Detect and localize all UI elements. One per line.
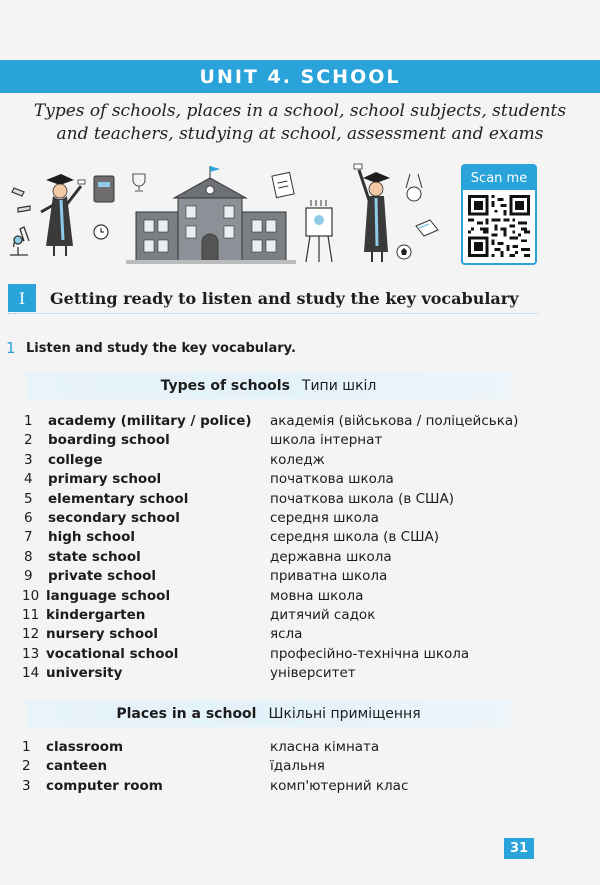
task-instruction bbox=[6, 339, 296, 357]
vocab-number: 7 bbox=[24, 529, 33, 546]
clock-icon bbox=[94, 225, 108, 239]
certificate-icon bbox=[272, 172, 294, 197]
football-icon bbox=[397, 245, 411, 259]
microscope-icon bbox=[10, 227, 29, 255]
vocab-word: state school bbox=[48, 548, 141, 565]
vocab-translation: середня школа bbox=[270, 509, 379, 526]
vocab-word: canteen bbox=[46, 758, 108, 775]
category-header-types-of-schools bbox=[26, 372, 511, 399]
category-title-ua: Шкільні приміщення bbox=[268, 705, 421, 722]
vocab-word: language school bbox=[46, 587, 171, 604]
section-header bbox=[8, 283, 538, 314]
vocab-list-types-of-schools bbox=[0, 413, 600, 684]
section-title: Getting ready to listen and study the key vocabulary bbox=[50, 288, 519, 308]
vocab-translation: ясла bbox=[270, 626, 303, 643]
vocab-translation: мовна школа bbox=[270, 587, 364, 604]
vocab-number: 1 bbox=[24, 413, 33, 429]
vocab-translation: дитячий садок bbox=[270, 606, 376, 623]
vocab-word: high school bbox=[48, 529, 136, 546]
category-title-en: Places in a school bbox=[116, 705, 257, 722]
medal-icon bbox=[406, 174, 422, 201]
vocab-row bbox=[0, 568, 600, 587]
vocab-translation: класна кімната bbox=[270, 739, 380, 755]
vocab-translation: коледж bbox=[270, 451, 325, 468]
vocab-row bbox=[0, 626, 600, 645]
vocab-row bbox=[0, 665, 600, 684]
vocab-word: private school bbox=[48, 568, 156, 585]
vocab-number: 3 bbox=[22, 777, 31, 794]
vocab-translation: державна школа bbox=[270, 548, 392, 565]
qr-code-icon[interactable] bbox=[468, 195, 530, 257]
books-icon bbox=[416, 220, 438, 236]
vocab-row bbox=[0, 471, 600, 490]
vocab-translation: професійно-технічна школа bbox=[270, 645, 470, 662]
unit-title: UNIT 4. SCHOOL bbox=[0, 60, 600, 93]
vocab-row bbox=[0, 491, 600, 510]
task-text: Listen and study the key vocabulary. bbox=[26, 340, 296, 356]
vocab-translation: початкова школа (в США) bbox=[270, 490, 454, 507]
book-icon bbox=[94, 176, 114, 202]
vocab-translation: їдальня bbox=[270, 758, 325, 775]
vocab-number: 14 bbox=[22, 665, 40, 682]
vocab-row bbox=[0, 778, 600, 797]
school-building-icon bbox=[126, 166, 296, 264]
graduate-boy-icon bbox=[354, 164, 390, 262]
category-title-en: Types of schools bbox=[160, 377, 290, 394]
vocab-word: boarding school bbox=[48, 432, 170, 449]
vocab-number: 5 bbox=[24, 490, 33, 507]
vocab-number: 12 bbox=[22, 626, 40, 643]
vocab-number: 2 bbox=[22, 758, 31, 775]
vocab-word: classroom bbox=[46, 739, 124, 755]
vocab-number: 2 bbox=[24, 432, 33, 449]
vocab-row bbox=[0, 607, 600, 626]
vocab-number: 9 bbox=[24, 568, 33, 585]
easel-icon bbox=[306, 200, 332, 262]
qr-code-card[interactable] bbox=[461, 164, 537, 265]
category-header-places-in-a-school bbox=[26, 700, 511, 727]
vocab-word: elementary school bbox=[48, 490, 189, 507]
vocab-translation: школа інтернат bbox=[270, 432, 383, 449]
vocab-row bbox=[0, 452, 600, 471]
vocab-translation: приватна школа bbox=[270, 568, 388, 585]
vocab-number: 11 bbox=[22, 606, 40, 623]
vocab-word: computer room bbox=[46, 777, 163, 794]
vocab-word: secondary school bbox=[48, 509, 180, 526]
vocab-row bbox=[0, 549, 600, 568]
page-number: 31 bbox=[504, 838, 534, 859]
vocab-translation: початкова школа bbox=[270, 471, 394, 488]
vocab-row bbox=[0, 739, 600, 758]
vocab-number: 8 bbox=[24, 548, 33, 565]
school-illustration bbox=[6, 160, 451, 270]
vocab-number: 3 bbox=[24, 451, 33, 468]
category-title-ua: Типи шкіл bbox=[301, 377, 377, 394]
vocab-number: 10 bbox=[22, 587, 40, 604]
vocab-row bbox=[0, 588, 600, 607]
vocab-number: 6 bbox=[24, 509, 33, 526]
vocab-word: nursery school bbox=[46, 626, 159, 643]
vocab-number: 4 bbox=[24, 471, 33, 488]
subtitle-line-2: and teachers, studying at school, assessment and exams bbox=[56, 124, 544, 144]
vocab-translation: комп'ютерний клас bbox=[270, 777, 409, 794]
vocab-list-places-in-a-school bbox=[0, 739, 600, 797]
unit-subtitle bbox=[0, 100, 600, 146]
vocab-word: vocational school bbox=[46, 645, 179, 662]
vocab-row bbox=[0, 646, 600, 665]
vocab-number: 13 bbox=[22, 645, 40, 662]
vocab-translation: академія (військова / поліцейська) bbox=[270, 413, 519, 429]
vocab-row bbox=[0, 510, 600, 529]
vocab-word: university bbox=[46, 665, 123, 682]
vocab-row bbox=[0, 529, 600, 548]
vocab-word: academy (military / police) bbox=[48, 413, 252, 429]
trophy-icon bbox=[133, 174, 145, 191]
vocab-word: college bbox=[48, 451, 103, 468]
pencil-icon bbox=[12, 188, 30, 212]
vocab-number: 1 bbox=[22, 739, 31, 755]
vocab-row bbox=[0, 758, 600, 777]
subtitle-line-1: Types of schools, places in a school, school subjects, students bbox=[33, 101, 567, 121]
task-number: 1 bbox=[6, 339, 16, 357]
qr-label: Scan me bbox=[463, 166, 535, 190]
vocab-translation: середня школа (в США) bbox=[270, 529, 440, 546]
vocab-translation: університет bbox=[270, 665, 356, 682]
section-number-badge: I bbox=[8, 284, 36, 312]
vocab-word: kindergarten bbox=[46, 606, 146, 623]
vocab-row bbox=[0, 413, 600, 432]
vocab-word: primary school bbox=[48, 471, 162, 488]
graduate-girl-icon bbox=[41, 174, 85, 256]
vocab-row bbox=[0, 432, 600, 451]
